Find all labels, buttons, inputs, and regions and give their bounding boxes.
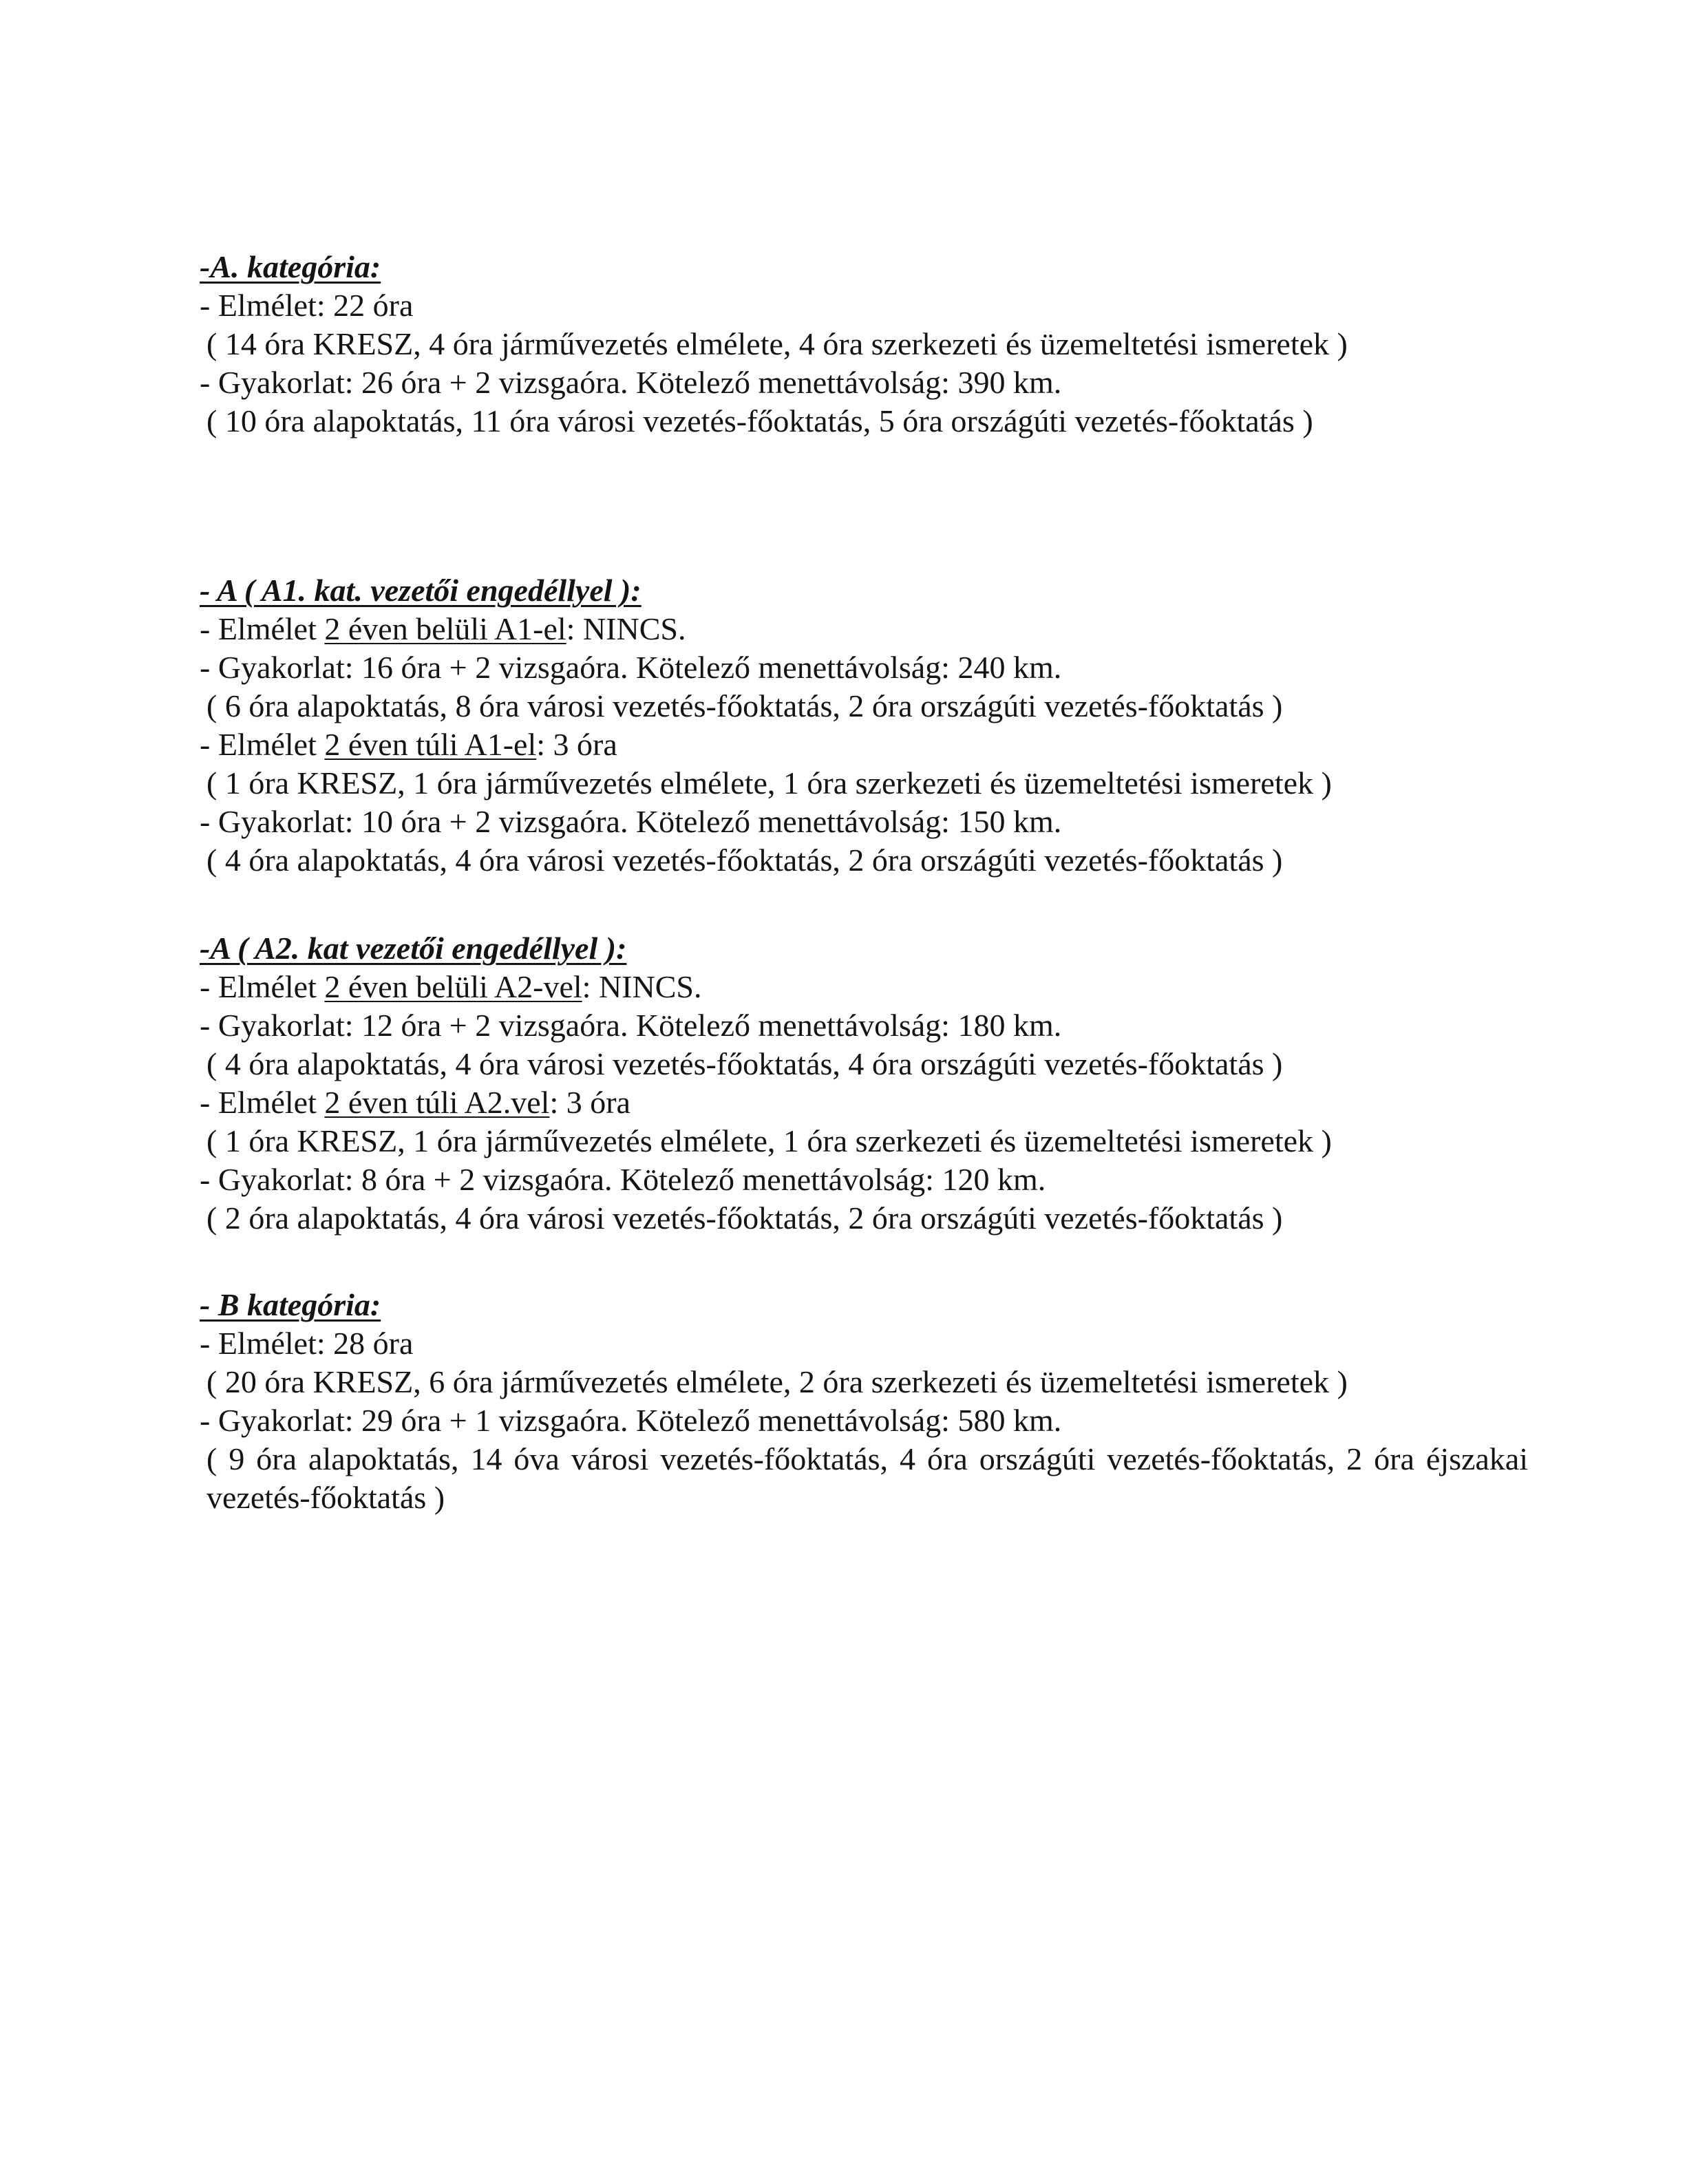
theory-detail-line: ( 20 óra KRESZ, 6 óra járművezetés elmélete, 2 óra szerkezeti és üzemeltetési ismeretek )	[206, 1364, 1348, 1399]
line-suffix: : NINCS.	[566, 611, 686, 646]
practice-line: - Gyakorlat: 8 óra + 2 vizsgaóra. Kötelező menettávolság: 120 km.	[200, 1162, 1046, 1197]
theory-detail-line: ( 1 óra KRESZ, 1 óra járművezetés elmélete, 1 óra szerkezeti és üzemeltetési ismeretek )	[206, 1123, 1332, 1158]
theory-line: - Elmélet: 22 óra	[200, 288, 414, 323]
line-prefix: - Elmélet	[200, 1085, 325, 1120]
line-suffix: : NINCS.	[582, 969, 702, 1004]
underlined-condition: 2 éven túli A1-el	[324, 727, 537, 762]
theory-over-2-years-line	[200, 1083, 1542, 1122]
theory-detail-line: ( 14 óra KRESZ, 4 óra járművezetés elmélete, 4 óra szerkezeti és üzemeltetési ismeretek )	[206, 326, 1348, 361]
practice-detail-line: ( 4 óra alapoktatás, 4 óra városi vezetés-főoktatás, 2 óra országúti vezetés-főoktatás )	[206, 842, 1283, 878]
line-suffix: : 3 óra	[549, 1085, 630, 1120]
practice-detail-line: ( 2 óra alapoktatás, 4 óra városi vezetés-főoktatás, 2 óra országúti vezetés-főoktatás )	[206, 1200, 1283, 1236]
section-heading: - A ( A1. kat. vezetői engedéllyel ):	[200, 573, 642, 608]
section-a-with-a1-license	[200, 571, 1542, 880]
underlined-condition: 2 éven belüli A2-vel	[324, 969, 582, 1004]
theory-detail-line: ( 1 óra KRESZ, 1 óra járművezetés elmélete, 1 óra szerkezeti és üzemeltetési ismeretek )	[206, 765, 1332, 801]
practice-detail-line: ( 10 óra alapoktatás, 11 óra városi vezetés-főoktatás, 5 óra országúti vezetés-főoktatás )	[206, 403, 1313, 438]
practice-line: - Gyakorlat: 12 óra + 2 vizsgaóra. Kötelező menettávolság: 180 km.	[200, 1008, 1062, 1043]
practice-line: - Gyakorlat: 10 óra + 2 vizsgaóra. Kötelező menettávolság: 150 km.	[200, 804, 1062, 839]
practice-detail-line: ( 9 óra alapoktatás, 14 óva városi vezetés-főoktatás, 4 óra országúti vezetés-főoktatás, 2 óra éjszakai vezetés-főoktatás )	[206, 1441, 1528, 1515]
section-heading: -A ( A2. kat vezetői engedéllyel ):	[200, 931, 627, 966]
section-heading: - B kategória:	[200, 1287, 381, 1322]
line-prefix: - Elmélet	[200, 727, 325, 762]
line-prefix: - Elmélet	[200, 969, 325, 1004]
section-a-with-a2-license	[200, 929, 1542, 1238]
practice-detail-line: ( 4 óra alapoktatás, 4 óra városi vezetés-főoktatás, 4 óra országúti vezetés-főoktatás )	[206, 1046, 1283, 1081]
line-prefix: - Elmélet	[200, 611, 325, 646]
theory-within-2-years-line	[200, 610, 1542, 648]
line-suffix: : 3 óra	[536, 727, 617, 762]
practice-line: - Gyakorlat: 16 óra + 2 vizsgaóra. Kötelező menettávolság: 240 km.	[200, 650, 1062, 685]
theory-line: - Elmélet: 28 óra	[200, 1326, 414, 1361]
practice-line: - Gyakorlat: 26 óra + 2 vizsgaóra. Kötelező menettávolság: 390 km.	[200, 365, 1062, 400]
section-b-category	[200, 1286, 1542, 1517]
section-heading: -A. kategória:	[200, 249, 381, 284]
section-a-category	[200, 248, 1542, 441]
theory-over-2-years-line	[200, 725, 1542, 764]
theory-within-2-years-line	[200, 968, 1542, 1006]
practice-line: - Gyakorlat: 29 óra + 1 vizsgaóra. Kötelező menettávolság: 580 km.	[200, 1403, 1062, 1438]
practice-detail-line: ( 6 óra alapoktatás, 8 óra városi vezetés-főoktatás, 2 óra országúti vezetés-főoktatás )	[206, 688, 1283, 723]
underlined-condition: 2 éven belüli A1-el	[324, 611, 566, 646]
underlined-condition: 2 éven túli A2.vel	[324, 1085, 550, 1120]
